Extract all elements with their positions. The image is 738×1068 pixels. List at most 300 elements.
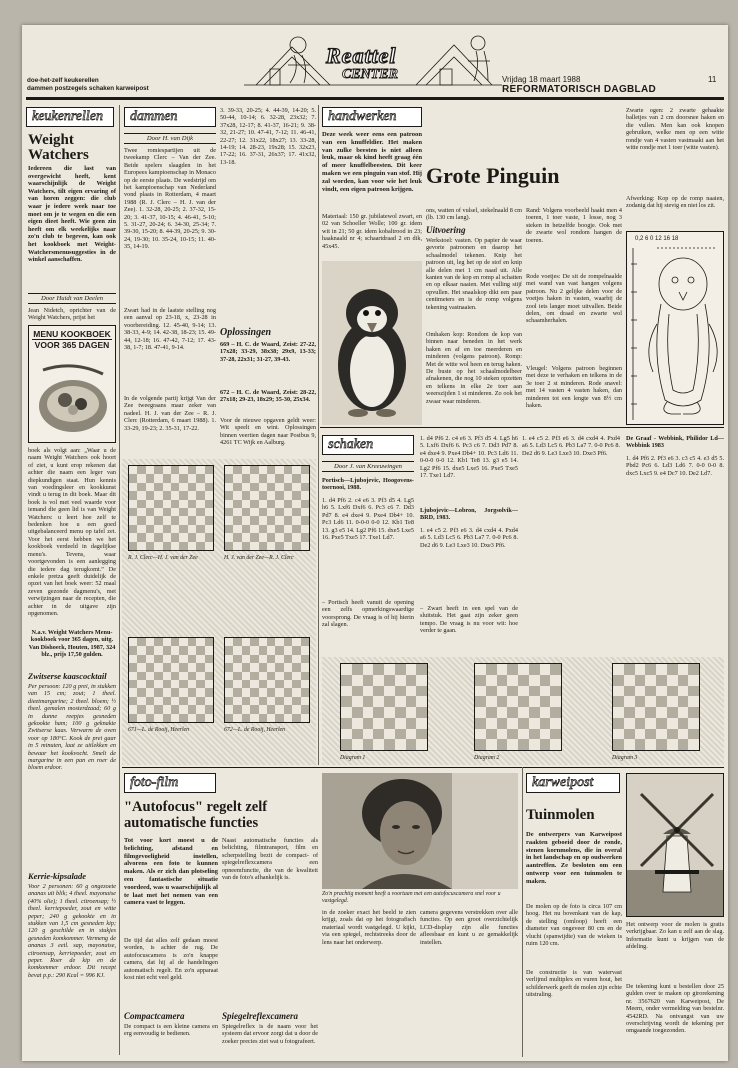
board-square bbox=[171, 697, 179, 705]
board-square bbox=[205, 680, 213, 688]
board-square bbox=[196, 697, 204, 705]
board-square bbox=[656, 739, 667, 750]
board-square bbox=[292, 516, 300, 524]
board-square bbox=[154, 525, 162, 533]
board-square bbox=[205, 646, 213, 654]
board-square bbox=[225, 466, 233, 474]
foto-body: Naast automatische functies als belichting, filmtransport, film en scherpstelling bezit de compact- of spiegelreflexcamera een opneemfunctie, die van de kwaliteit van de foto's afhankelijk is. bbox=[222, 837, 318, 882]
board-square bbox=[171, 533, 179, 541]
board-square bbox=[486, 696, 497, 707]
board-square bbox=[146, 688, 154, 696]
board-square bbox=[373, 686, 384, 697]
board-square bbox=[242, 688, 250, 696]
board-square bbox=[678, 675, 689, 686]
board-square bbox=[129, 491, 137, 499]
board-square bbox=[179, 646, 187, 654]
board-square bbox=[352, 686, 363, 697]
board-square bbox=[163, 491, 171, 499]
board-square bbox=[171, 655, 179, 663]
board-square bbox=[406, 664, 417, 675]
board-square bbox=[250, 655, 258, 663]
board-square bbox=[163, 646, 171, 654]
board-square bbox=[688, 664, 699, 675]
board-square bbox=[275, 533, 283, 541]
board-square bbox=[497, 696, 508, 707]
board-square bbox=[250, 688, 258, 696]
board-square bbox=[146, 533, 154, 541]
board-square bbox=[341, 675, 352, 686]
chess-moves: 1. d4 Pf6 2. Pf3 e6 3. c3 c5 4. e3 d5 5. Pbd2 Pc6 6. Ld3 Ld6 7. 0-0 0-0 8. dxc5 Lxc5 9. e4 Dc7 10. De2 Ld7. bbox=[626, 455, 724, 477]
board-square bbox=[540, 718, 551, 729]
board-square bbox=[188, 542, 196, 550]
recipe-text: Per persoon: 120 g prei, in stukken van 15 cm; zout; 1 theel. dieetmargarine; 2 theel. bloem; ½ theel. gemalen mosterdzaad; 60 g in dunne reepjes gesneden gekookte ham; 100 g geknakte Zwitserse kaas. Verwarm de oven voor op 180°C. Kook de prei gaar in 5 minuten, laat ze uitlekken en bewaar het kookvocht. Smelt de margarine in een pan en roer de bloem erdoor. bbox=[28, 683, 116, 772]
board-square bbox=[259, 638, 267, 646]
board-square bbox=[486, 739, 497, 750]
column-divider bbox=[318, 105, 319, 765]
board-square bbox=[395, 718, 406, 729]
board-square bbox=[259, 508, 267, 516]
section-tag-label: foto-film bbox=[130, 775, 179, 790]
board-square bbox=[529, 739, 540, 750]
board-square bbox=[188, 474, 196, 482]
solutions-note: Voor de nieuwe opgaven geldt weer: Wit speelt en wint. Oplossingen binnen veertien dagen naar Postbus 9, 4261 TC Wijk en Aalburg. bbox=[220, 417, 316, 447]
board-square bbox=[171, 483, 179, 491]
board-square bbox=[179, 680, 187, 688]
board-square bbox=[550, 707, 561, 718]
board-square bbox=[205, 663, 213, 671]
board-square bbox=[233, 533, 241, 541]
board-square bbox=[242, 491, 250, 499]
article-title-autofocus: "Autofocus" regelt zelf automatische functies bbox=[124, 799, 268, 831]
board-square bbox=[624, 675, 635, 686]
board-square bbox=[518, 729, 529, 740]
board-square bbox=[154, 533, 162, 541]
board-square bbox=[373, 739, 384, 750]
board-square bbox=[613, 729, 624, 740]
board-square bbox=[667, 707, 678, 718]
board-square bbox=[292, 533, 300, 541]
board-square bbox=[188, 491, 196, 499]
board-square bbox=[146, 646, 154, 654]
board-square bbox=[225, 680, 233, 688]
board-square bbox=[205, 655, 213, 663]
board-square bbox=[497, 729, 508, 740]
board-square bbox=[188, 525, 196, 533]
board-square bbox=[179, 483, 187, 491]
board-square bbox=[259, 533, 267, 541]
board-square bbox=[163, 672, 171, 680]
board-square bbox=[205, 508, 213, 516]
board-square bbox=[475, 729, 486, 740]
draughts-text: 3. 39-33, 20-25; 4. 44-39, 14-20; 5. 50-44, 10-14; 6. 32-28, 23x32; 7. 37x28, 12-17; 8. 41-37, 16-21; 9. 38-32, 21-27; 10. 47-41, 7-12; 11. 46-41, 22-27; 12. 31x22, 18x27; 13. 33-28, 14-19; 14. 28-23, 19x28; 15. 32x23, 17-22; 16. 37-31, 26x37; 17. 41x32, 13-18. bbox=[220, 107, 316, 166]
section-tag-schaken bbox=[322, 435, 414, 455]
board-square bbox=[613, 686, 624, 697]
board-square bbox=[624, 718, 635, 729]
handwerk-text: Werkstoel: vasten. Op papier de waar gevorte patroonen en daarop het schaalmodel tekenen. Knip het patroon uit, leg het op de stof en knip alle delen met 1 cm naad uit. Alle kanten van de kop en romp al schatten en op elkaar naaien. Met vulling stijf opvullen. Het snaalskop dikt een paar centimeters en is de romp volgens tekening vastnaaien. bbox=[426, 237, 522, 311]
board-square bbox=[163, 705, 171, 713]
board-square bbox=[233, 688, 241, 696]
board-square bbox=[635, 718, 646, 729]
board-square bbox=[645, 707, 656, 718]
board-square bbox=[635, 696, 646, 707]
karwei-body: De tekening kunt u bestellen door 25 gulden over te maken op girorekening nr. 3567620 van Karweipost, De Meern, onder vermelding van bestelnr. 4542RD. Na ontvangst van uw overschrijving wordt de tekening per omgaande toegezonden. bbox=[626, 983, 724, 1035]
board-square bbox=[259, 516, 267, 524]
board-square bbox=[171, 672, 179, 680]
board-square bbox=[250, 663, 258, 671]
cookbook-cover bbox=[28, 325, 116, 443]
board-square bbox=[635, 664, 646, 675]
board-square bbox=[267, 638, 275, 646]
handwerk-intro: Deze week weer eens een patroon van een knuffeldier. Het maken van zulke beesten is niet alleen leuk, maar ok kind heeft graag één of meer knuffelbeesten. Dit keer maken we een pinguin van stof. Hij zal worden, kan voor wie het leuk vindt, een eigen patroon krijgen. bbox=[322, 131, 422, 193]
karwei-body: De constructie is van watervast verlijmd multiplex en vuren hout, het schilderwerk geeft de molen zijn echte uitstraling. bbox=[526, 969, 622, 999]
board-square bbox=[341, 686, 352, 697]
board-square bbox=[301, 466, 309, 474]
board-square bbox=[395, 686, 406, 697]
board-square bbox=[205, 525, 213, 533]
board-square bbox=[154, 474, 162, 482]
board-square bbox=[233, 705, 241, 713]
board-square bbox=[179, 705, 187, 713]
board-square bbox=[179, 516, 187, 524]
board-square bbox=[486, 686, 497, 697]
board-square bbox=[129, 663, 137, 671]
board-square bbox=[259, 655, 267, 663]
board-square bbox=[196, 672, 204, 680]
board-square bbox=[129, 655, 137, 663]
board-square bbox=[250, 483, 258, 491]
board-square bbox=[267, 680, 275, 688]
board-square bbox=[267, 655, 275, 663]
board-square bbox=[352, 696, 363, 707]
board-square bbox=[284, 533, 292, 541]
board-square bbox=[507, 729, 518, 740]
board-square bbox=[624, 707, 635, 718]
board-square bbox=[645, 739, 656, 750]
board-square bbox=[284, 688, 292, 696]
board-square bbox=[137, 525, 145, 533]
board-square bbox=[275, 491, 283, 499]
board-square bbox=[518, 707, 529, 718]
chess-board-2 bbox=[474, 663, 562, 751]
board-square bbox=[242, 466, 250, 474]
board-square bbox=[352, 664, 363, 675]
board-square bbox=[529, 707, 540, 718]
board-square bbox=[292, 705, 300, 713]
board-square bbox=[363, 664, 374, 675]
board-square bbox=[163, 508, 171, 516]
board-square bbox=[225, 705, 233, 713]
section-divider bbox=[320, 427, 724, 428]
board-square bbox=[137, 533, 145, 541]
board-square bbox=[242, 500, 250, 508]
board-square bbox=[146, 638, 154, 646]
column-divider bbox=[119, 105, 120, 1055]
board-square bbox=[373, 729, 384, 740]
board-square bbox=[196, 491, 204, 499]
board-square bbox=[171, 500, 179, 508]
board-square bbox=[250, 525, 258, 533]
board-square bbox=[250, 533, 258, 541]
board-square bbox=[550, 664, 561, 675]
board-square bbox=[497, 675, 508, 686]
board-square bbox=[233, 500, 241, 508]
board-square bbox=[416, 686, 427, 697]
board-square bbox=[352, 675, 363, 686]
board-square bbox=[267, 500, 275, 508]
board-square bbox=[188, 516, 196, 524]
board-square bbox=[163, 466, 171, 474]
board-square bbox=[146, 508, 154, 516]
board-square bbox=[363, 675, 374, 686]
board-square bbox=[196, 500, 204, 508]
board-square bbox=[250, 714, 258, 722]
board-square bbox=[284, 655, 292, 663]
diagram-caption: 671—L. de Rooij, Heerlen bbox=[128, 727, 190, 733]
board-square bbox=[137, 697, 145, 705]
board-square bbox=[341, 739, 352, 750]
board-square bbox=[275, 508, 283, 516]
board-square bbox=[137, 474, 145, 482]
board-square bbox=[225, 688, 233, 696]
board-square bbox=[275, 714, 283, 722]
board-square bbox=[363, 718, 374, 729]
board-square bbox=[613, 664, 624, 675]
board-square bbox=[163, 655, 171, 663]
board-square bbox=[137, 714, 145, 722]
board-square bbox=[507, 664, 518, 675]
board-square bbox=[205, 474, 213, 482]
foto-body: Spiegelreflex is de naam voor het systeem dat ervoor zorgt dat u door de zoeker precies ziet wat u fotografeert. bbox=[222, 1023, 318, 1045]
board-square bbox=[301, 500, 309, 508]
board-square bbox=[406, 729, 417, 740]
board-square bbox=[196, 516, 204, 524]
article-title-tuinmolen: Tuinmolen bbox=[526, 807, 595, 823]
uitvoering-heading: Uitvoering bbox=[426, 225, 466, 235]
board-square bbox=[416, 664, 427, 675]
handwerk-text: Rode voetjes: De sit de rompelnaalde met wand van vast hangen volgens patroon. Nu 2 gelijke delen voor de voetjes haken in vasten, waarbij de zool iets langer moet uitvallen. Beide delen, om draad en zwarte wol schaamherhalen. bbox=[526, 273, 622, 325]
board-square bbox=[284, 646, 292, 654]
board-square bbox=[146, 466, 154, 474]
board-square bbox=[179, 500, 187, 508]
board-square bbox=[475, 686, 486, 697]
board-square bbox=[613, 696, 624, 707]
board-square bbox=[225, 638, 233, 646]
board-square bbox=[242, 705, 250, 713]
board-square bbox=[179, 688, 187, 696]
board-square bbox=[146, 542, 154, 550]
board-square bbox=[301, 516, 309, 524]
board-square bbox=[137, 655, 145, 663]
board-square bbox=[540, 675, 551, 686]
board-square bbox=[667, 675, 678, 686]
board-square bbox=[154, 508, 162, 516]
board-square bbox=[267, 491, 275, 499]
board-square bbox=[406, 686, 417, 697]
board-square bbox=[395, 675, 406, 686]
section-tag-handwerken bbox=[322, 107, 422, 127]
board-square bbox=[301, 705, 309, 713]
board-square bbox=[205, 491, 213, 499]
board-square bbox=[259, 525, 267, 533]
board-square bbox=[275, 500, 283, 508]
board-square bbox=[284, 638, 292, 646]
issue-date: Vrijdag 18 maart 1988 bbox=[502, 75, 581, 84]
chess-moves: 1. d4 Pf6 2. c4 e6 3. Pf3 d5 4. Lg5 h6 5. Lxf6 Dxf6 6. Pc3 c6 7. Dd3 Pd7 8. e4 dxe4 9. Pxe4 Db4+ 10. Pc3 Ld6 11. 0-0-0 0-0 12. Kb1 Te8 13. g3 e5 14. Lg2 Pf6 15. dxe5 Lxe5 16. Pxe5 Txe5 17. Txe1 Ld7. bbox=[420, 435, 518, 480]
board-square bbox=[137, 466, 145, 474]
section-tag-label: dammen bbox=[130, 109, 178, 124]
board-square bbox=[179, 525, 187, 533]
handwerk-text: Vleugel: Volgens patroon beginnen met deze te verhaken en telkens in de 3e toer 2 st minderen. Rode snavel: met 14 vasten 4 vasten haken, dan minderen tot een lengte van 8½ cm haken. bbox=[526, 365, 622, 410]
board-square bbox=[497, 686, 508, 697]
board-square bbox=[242, 508, 250, 516]
board-square bbox=[284, 680, 292, 688]
penguin-photo-image bbox=[322, 261, 422, 425]
materials: Materiaal: 150 gr. jubilatewol zwart, en 02 van Schoeller Wolle; 100 gr. idem wit in 21; 50 gr. idem kobaltrood in 23; haaknaald nr 4; schaartdraad 2 en dik, 45x45. bbox=[322, 213, 422, 250]
section-tag-label: karweipost bbox=[532, 775, 594, 790]
board-square bbox=[250, 697, 258, 705]
board-square bbox=[363, 739, 374, 750]
board-square bbox=[163, 474, 171, 482]
board-square bbox=[292, 483, 300, 491]
board-square bbox=[171, 714, 179, 722]
board-square bbox=[688, 739, 699, 750]
board-square bbox=[179, 474, 187, 482]
board-square bbox=[352, 739, 363, 750]
board-square bbox=[179, 697, 187, 705]
board-square bbox=[384, 707, 395, 718]
board-square bbox=[275, 474, 283, 482]
foto-lead: Tot voor kort moest u de belichting, afstand en filmgevoeligheid instellen, alvorens een foto te kunnen maken. Als er zich dan plotseling een fantastische situatie voordeed, was u waarschijnlijk al te laat met het nemen van een camera vast te leggen. bbox=[124, 837, 218, 907]
board-square bbox=[540, 664, 551, 675]
board-square bbox=[129, 533, 137, 541]
handwerk-text: Omhaken kop: Rondom de kop van binnen naar beneden in het werk haken en af en toe meerderen en minderen (volgens patroon). Romp: Met de witte wol heen en terug haken. De buste op het schaalmodelbeer afnakenen, die nog 10 steken opzetten en telkens in elke 2e toer aan weerszijden 1 st minderen. Zo ook het zwaar waar minderen. bbox=[426, 331, 522, 405]
board-square bbox=[233, 714, 241, 722]
board-square bbox=[129, 672, 137, 680]
board-square bbox=[275, 646, 283, 654]
board-square bbox=[225, 500, 233, 508]
board-square bbox=[284, 516, 292, 524]
spiegelreflex-heading: Spiegelreflexcamera bbox=[222, 1011, 298, 1021]
board-square bbox=[384, 739, 395, 750]
board-square bbox=[292, 688, 300, 696]
handwerk-text: Zwarte ogen: 2 zwarte gehaakte balletjes van 2 cm doorsnee haken en die vullen. Men kan ook knopen gebruiken, welke men op een witte rondje van 4 vasten vastmaakt aan het witte rondje met 1 toer (witte vasten). bbox=[626, 107, 724, 152]
board-square bbox=[688, 675, 699, 686]
board-square bbox=[242, 516, 250, 524]
board-square bbox=[301, 646, 309, 654]
section-tag-label: keukenrellen bbox=[32, 109, 103, 124]
board-square bbox=[540, 686, 551, 697]
board-square bbox=[171, 542, 179, 550]
board-square bbox=[137, 491, 145, 499]
board-square bbox=[395, 729, 406, 740]
board-square bbox=[678, 664, 689, 675]
handwerk-text: Afwerking: Kop op de romp naaien, zodanig dat hij stevig en niet los zit. bbox=[626, 195, 724, 210]
board-square bbox=[137, 688, 145, 696]
board-square bbox=[486, 729, 497, 740]
board-square bbox=[301, 672, 309, 680]
board-square bbox=[667, 664, 678, 675]
board-square bbox=[688, 729, 699, 740]
board-square bbox=[242, 542, 250, 550]
board-square bbox=[292, 508, 300, 516]
board-square bbox=[233, 525, 241, 533]
board-square bbox=[284, 483, 292, 491]
board-square bbox=[667, 718, 678, 729]
board-square bbox=[188, 508, 196, 516]
board-square bbox=[284, 714, 292, 722]
board-square bbox=[550, 729, 561, 740]
board-square bbox=[250, 491, 258, 499]
board-square bbox=[196, 714, 204, 722]
board-square bbox=[233, 697, 241, 705]
board-square bbox=[225, 646, 233, 654]
board-square bbox=[188, 688, 196, 696]
board-square bbox=[163, 483, 171, 491]
board-square bbox=[259, 705, 267, 713]
board-square bbox=[154, 697, 162, 705]
foto-body: De tijd dat alles zelf gedaan moest worden, is achter de rug. De autofocuscamera is zo'n knappe camera, dat hij al de handelingen automatisch regelt. En zo'n apparaat kost niet echt veel geld. bbox=[124, 937, 218, 982]
board-square bbox=[129, 638, 137, 646]
board-square bbox=[225, 672, 233, 680]
pattern-scale: 0,2 6 0 12 16 18 bbox=[635, 236, 679, 242]
board-square bbox=[363, 729, 374, 740]
board-square bbox=[373, 675, 384, 686]
board-square bbox=[284, 508, 292, 516]
board-square bbox=[205, 638, 213, 646]
board-square bbox=[486, 664, 497, 675]
board-square bbox=[205, 705, 213, 713]
board-square bbox=[225, 655, 233, 663]
board-square bbox=[242, 483, 250, 491]
recipe-title: Zwitserse kaascocktail bbox=[28, 671, 107, 681]
board-square bbox=[171, 646, 179, 654]
board-square bbox=[507, 686, 518, 697]
board-square bbox=[529, 729, 540, 740]
board-square bbox=[137, 483, 145, 491]
board-square bbox=[171, 466, 179, 474]
section-tag-dammen bbox=[124, 107, 216, 127]
board-square bbox=[267, 483, 275, 491]
board-square bbox=[146, 697, 154, 705]
board-square bbox=[179, 672, 187, 680]
board-square bbox=[137, 663, 145, 671]
board-square bbox=[416, 718, 427, 729]
board-square bbox=[137, 672, 145, 680]
board-square bbox=[292, 697, 300, 705]
board-square bbox=[363, 696, 374, 707]
board-square bbox=[259, 491, 267, 499]
board-square bbox=[154, 500, 162, 508]
board-square bbox=[129, 688, 137, 696]
board-square bbox=[146, 483, 154, 491]
board-square bbox=[395, 696, 406, 707]
board-square bbox=[275, 672, 283, 680]
board-square bbox=[497, 739, 508, 750]
board-square bbox=[613, 718, 624, 729]
board-square bbox=[188, 697, 196, 705]
board-square bbox=[225, 474, 233, 482]
draughts-board-1 bbox=[128, 465, 214, 551]
board-square bbox=[163, 500, 171, 508]
chess-board-3 bbox=[612, 663, 700, 751]
board-square bbox=[146, 525, 154, 533]
board-square bbox=[267, 542, 275, 550]
board-square bbox=[678, 696, 689, 707]
board-square bbox=[267, 714, 275, 722]
board-square bbox=[475, 664, 486, 675]
windmill-image bbox=[627, 774, 724, 917]
article-title-weight-watchers: Weight Watchers bbox=[28, 132, 89, 163]
